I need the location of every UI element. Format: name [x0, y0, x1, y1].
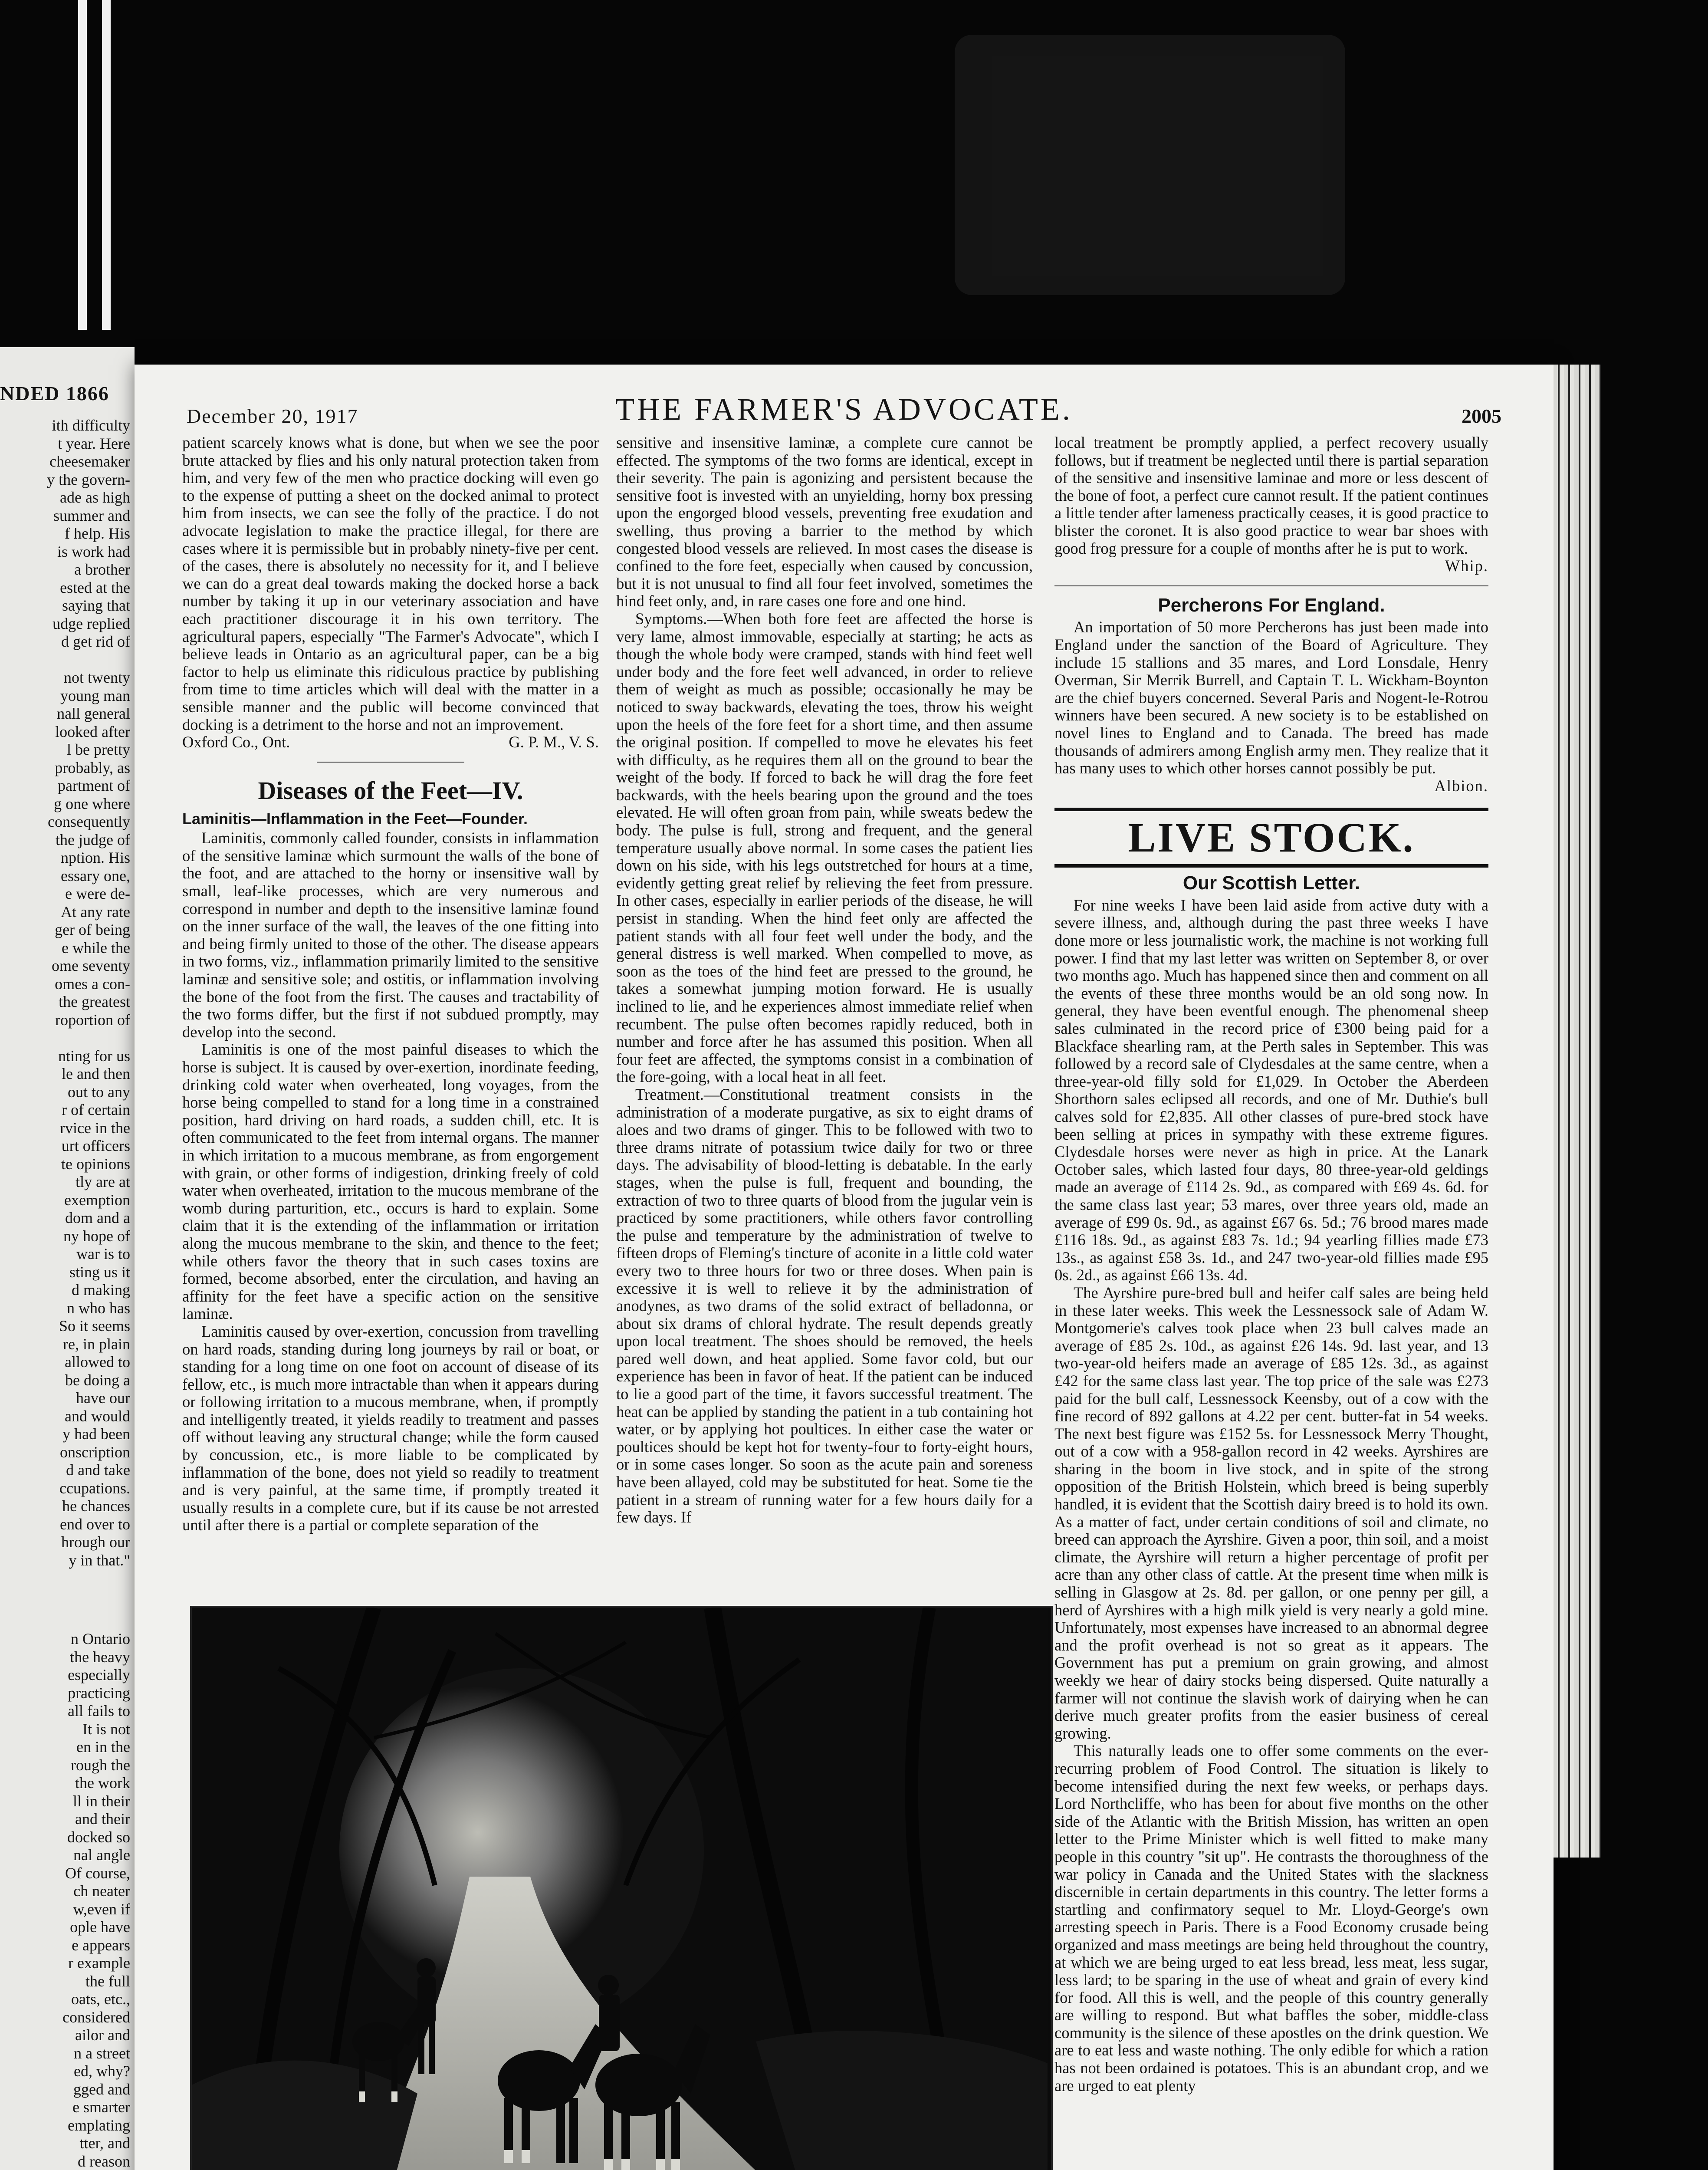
column-1 — [182, 434, 599, 1534]
facing-page-line: cheesemaker — [49, 453, 130, 470]
feet-treatment-paragraph: Treatment.—Constitutional treatment consists in the administration of a moderate purgative, as six to eight drams of aloes and two drams of ginger. This to be followed with two to three drams nitrate of potassium twice daily for two or three days. The advisability of blood-letting is debatable. In the early stages, when the pulse is full, frequent and bounding, the extraction of two to three quarts of blood from the jugular vein is practiced by some practitioners, while others favor controlling the pulse and temperature by the administration of twelve to fifteen drops of Fleming's tincture of aconite in a little cold water every two to three hours for two or three doses. When pain is excessive it is well to relieve it by the administration of anodynes, as two drams of the solid extract of belladonna, or about six drams of chloral hydrate. The result depends greatly upon local treatment. The shoes should be removed, the heels pared well down, and heat applied. Some favor cold, but our experience has been in favor of heat. If the patient can be induced to lie a good part of the time, it favors successful treatment. The heat can be applied by standing the patient in a tub containing hot water, or by applying hot poultices. In either case the water or poultices should be kept hot for twenty-four to forty-eight hours, or in some cases longer. So soon as the acute pain and soreness have been allayed, cold may be substituted for heat. Some tie the patient in a stream of running water for a few hours daily for a few days. If — [616, 1085, 1033, 1526]
worker-center — [598, 1975, 620, 2051]
facing-page-line: e appears — [72, 1936, 130, 1954]
facing-page-line: nal angle — [73, 1846, 130, 1864]
facing-page-line: probably, as — [55, 759, 130, 776]
facing-page-line: roportion of — [55, 1011, 130, 1029]
facing-page-line: is work had — [57, 542, 130, 560]
facing-page-line: d get rid of — [61, 633, 130, 650]
facing-page-line: the greatest — [59, 993, 130, 1010]
facing-page-line: exemption — [64, 1191, 130, 1209]
facing-page-line: nption. His — [60, 849, 130, 866]
facing-page-text — [0, 417, 130, 2170]
feet-article-title: Diseases of the Feet—IV. — [258, 776, 523, 805]
facing-page-line: ome seventy — [52, 957, 130, 974]
facing-page-line: ade as high — [60, 489, 130, 506]
facing-page-line: the full — [85, 1972, 130, 1990]
clydesdales-photo — [190, 1606, 1053, 2170]
running-head — [135, 386, 1554, 427]
facing-page-line: ch neater — [73, 1882, 130, 1900]
facing-page-line: dom and a — [65, 1209, 130, 1226]
feet-paragraph: sensitive and insensitive laminæ, a complete cure cannot be effected. The symptoms of the two forms are identical, except in their severity. The pain is agonizing and persistent because the sensitive foot is invested with an unyielding, horny box pressing upon the engorged blood vessels, preventing free exudation and swelling, thus proving a barrier to the method by which congested blood vessels are relieved. In most cases the disease is confined to the fore feet, especially when caused by concussion, but it is not unusual to find all four feet involved, sometimes the hind feet only, and, in rare cases one fore and one hind. — [616, 434, 1033, 610]
facing-page-line: le and then — [62, 1065, 130, 1082]
facing-page-line: l be pretty — [67, 741, 130, 758]
scottish-letter-title: Our Scottish Letter. — [1182, 872, 1360, 894]
facing-page-line: udge replied — [53, 615, 130, 632]
facing-page-line: ed, why? — [74, 2062, 130, 2080]
facing-page-line: war is to — [76, 1245, 130, 1263]
facing-page-line: r of certain — [62, 1101, 130, 1118]
facing-page-line: re, in plain — [63, 1335, 130, 1353]
facing-page-line: n who has — [67, 1299, 130, 1317]
facing-page-line: e smarter — [72, 2098, 130, 2116]
facing-page-line: w,even if — [73, 1900, 130, 1918]
percherons-signature: Albion. — [1434, 776, 1488, 795]
facing-page-line: d making — [72, 1281, 130, 1299]
section-banner: LIVE STOCK. — [1054, 808, 1488, 868]
publication-title: THE FARMER'S ADVOCATE. — [615, 392, 1073, 427]
facing-page-line: the heavy — [70, 1648, 130, 1666]
facing-page-line: especially — [68, 1666, 130, 1683]
facing-page-line: not twenty — [64, 669, 130, 686]
facing-page-block-2 — [0, 1630, 130, 2170]
issue-date: December 20, 1917 — [187, 405, 358, 427]
page-number: 2005 — [1462, 405, 1501, 427]
feet-paragraph: Laminitis is one of the most painful diseases to which the horse is subject. It is caused by over-exertion, inordinate feeding, drinking cold water when overheated, long voyages, from the horse being compelled to stand for a long time in a constrained position, hard driving on hard roads, a sudden chill, etc. It is often communicated to the feet from internal organs. The manner in which irritation to a mucous membrane, as from engorgement with grain, or other forms of indigestion, drinking freely of cold water when overheated, irritation to the mucous membrane of the womb during parturition, etc., occurs is hard to explain. Some claim that it is the extending of the inflammation or irritation along the mucous membrane to the skin, and thence to the feet; while others favor the theory that in such cases toxins are formed, become absorbed, enter the circulation, and having an affinity for the feet have a specific action on the sensitive laminæ. — [182, 1040, 599, 1323]
facing-page-line: e were de- — [65, 885, 130, 902]
facing-page-line: g one where — [54, 795, 130, 812]
feet-paragraph: Laminitis, commonly called founder, consists in inflammation of the sensitive laminæ which surmount the walls of the bone of the foot, and are attached to the horny or insensitive wall by small, leaf-like processes, which are very numerous and correspond in number and depth to the insensitive laminæ found on the inner surface of the wall, the leaves of the one fitting into and being firmly united to those of the other. The disease appears in two forms, viz., inflammation primarily limited to the sensitive laminæ and sensitive sole; and ostitis, or inflammation involving the bone of the foot from the first. The causes and tractability of the two forms differ, but the first if not subdued promptly, may develop into the second. — [182, 829, 599, 1041]
facing-page-line: have our — [76, 1389, 130, 1407]
feet-symptoms-paragraph: Symptoms.—When both fore feet are affected the horse is very lame, almost immovable, especially at starting; he acts as though the whole body were cramped, stands with hind feet well under body and the fore feet well advanced, in order to relieve them of weight as much as possible; occasionally he may be noticed to sway backwards, elevating the toes, throw his weight upon the heels of the fore feet for a short time, and then assume the original position. If compelled to move he elevates his feet with difficulty, as he requires them all on the ground to bear the weight of the body. If forced to back he will drag the fore feet backwards, with the heels bearing upon the ground and the toes elevated. He will often groan from pain, while sweats bedew the body. The pulse is full, strong and frequent, and the general temperature usually above normal. In some cases the patient lies down on his side, with his legs outstretched for hours at a time, evidently getting great relief by relieving the feet from pressure. In other cases, especially in earlier periods of the disease, he will persist in standing. When the hind feet only are affected the patient stands with all four feet well under the body, and the general distress is well marked. When compelled to move, as soon as the toes of the hind feet are pressed to the ground, he takes a somewhat jumping motion forward. He is usually inclined to lie, and he experiences almost immediate relief when recumbent. The pulse often becomes rapidly reduced, both in number and force after he has assumed this position. When all four feet are affected, the symptoms consist in a combination of the fore-going, with a local heat in all feet. — [616, 609, 1033, 1086]
facing-page-line: ople have — [70, 1918, 130, 1936]
facing-page-line: out to any — [68, 1083, 130, 1101]
facing-page-line: emplating — [68, 2116, 130, 2134]
facing-page-line: nting for us — [58, 1047, 130, 1065]
facing-page-line: young man — [60, 687, 130, 704]
facing-page-line: urt officers — [61, 1137, 130, 1154]
facing-page-line: nall general — [57, 705, 130, 722]
facing-page-line: So it seems — [59, 1317, 130, 1335]
facing-page-line: and their — [75, 1810, 130, 1828]
feet-paragraph: Laminitis caused by over-exertion, concussion from travelling on hard roads, standing during long journeys by rail or boat, or standing for a long time on one foot on account of disease of its fellow, etc., is much more intractable than when it appears during or following irritation to a mucous membrane, when, if promptly and intelligently treated, it yields readily to treatment and passes off without leaving any structural change; while the form caused by concussion, etc., is more liable to be complicated by inflammation of the bone, does not yield so readily to treatment and is very painful, at the same time, if promptly treated it usually results in a complete cure, but if its cause be not arrested until after there is a partial or complete separation of the — [182, 1322, 599, 1534]
docking-article-text: patient scarcely knows what is done, but when we see the poor brute attacked by flies and his only natural protection taken from him, and very few of the men who practice docking will even go to the expense of putting a sheet on the docked animal to protect him from insects, we can see the folly of the practice. I do not advocate legislation to make the practice illegal, for there are cases where it is permissible but in probably ninety-five per cent. of the cases, there is absolutely no necessity for it, and I believe we can do a great deal towards making the docked horse a back number by taking it up in our veterinary association and have each practitioner discourage it in his own territory. The agricultural papers, especially "The Farmer's Advocate", which I believe leads in Ontario as an agricultural paper, can be a big factor to help us eliminate this ridiculous practice by publishing from time to time articles which will deal with the matter in a sensible manner and the public will become convinced that docking is a detriment to the horse and not an improvement. — [182, 434, 599, 733]
facing-page-line: y the govern- — [47, 470, 130, 488]
facing-page-line: considered — [62, 2008, 130, 2026]
scanner-film-edge — [78, 0, 87, 330]
facing-page-line: r example — [68, 1954, 130, 1972]
photo-illustration — [192, 1608, 1048, 2170]
facing-page-block-1 — [0, 417, 130, 1569]
facing-page-line: ccupations. — [59, 1479, 130, 1497]
facing-page-line: docked so — [67, 1828, 130, 1846]
facing-page-line: saying that — [62, 597, 130, 614]
facing-page-line: en in the — [76, 1738, 130, 1756]
facing-page-line: n a street — [74, 2044, 130, 2062]
facing-page-line: looked after — [55, 723, 130, 740]
facing-page-line: the work — [75, 1774, 130, 1792]
facing-page-line: n Ontario — [71, 1630, 130, 1647]
facing-page-line: all fails to — [68, 1702, 130, 1720]
facing-page-line: ger of being — [55, 921, 130, 938]
facing-page-line: e while the — [62, 939, 130, 957]
facing-page-fragment — [0, 347, 135, 2170]
facing-page-line: ny hope of — [63, 1227, 130, 1245]
facing-page-line: allowed to — [65, 1353, 130, 1371]
signature-name: G. P. M., V. S. — [509, 733, 599, 751]
facing-page-line: essary one, — [61, 867, 130, 884]
percherons-title: Percherons For England. — [1158, 594, 1385, 616]
facing-page-line: onscription — [60, 1443, 130, 1461]
article-divider — [1054, 585, 1488, 586]
facing-page-line: gged and — [73, 2080, 130, 2098]
facing-page-line: omes a con- — [55, 975, 130, 993]
facing-page-line: consequently — [48, 813, 130, 830]
scanner-film-edge — [102, 0, 111, 330]
facing-page-line: summer and — [53, 506, 130, 524]
facing-page-line: d reason — [78, 2152, 130, 2170]
facing-page-line: tly are at — [76, 1173, 130, 1190]
facing-page-line: It is not — [82, 1720, 130, 1738]
feet-article-subtitle: Laminitis—Inflammation in the Feet—Founder. — [182, 809, 528, 828]
facing-page-header: NDED 1866 — [0, 382, 109, 404]
facing-page-line: t year. Here — [58, 434, 130, 452]
percherons-paragraph: An importation of 50 more Percherons has just been made into England under the sanction of the Board of Agriculture. They include 15 stallions and 35 mares, and Lord Lonsdale, Henry Overman, Sir Merrik Burrell, and Captain T. L. Wickham-Boynton are the chief buyers concerned. Several Paris and Nogent-le-Rotrou winners have been secured. A new society is to be established on novel lines to England and to Canada. The breed has made thousands of admirers among English army men. They realize that it has many uses to which other horses cannot possibly be put. — [1054, 618, 1488, 777]
facing-page-line: y in that." — [69, 1551, 130, 1569]
facing-page-line: he chances — [62, 1497, 130, 1515]
facing-page-line: practicing — [68, 1684, 130, 1702]
facing-page-line: rvice in the — [60, 1119, 130, 1137]
book-page-edges — [1554, 365, 1601, 1858]
facing-page-line: te opinions — [61, 1155, 130, 1173]
facing-page-line: hrough our — [61, 1533, 130, 1551]
facing-page-line: be doing a — [65, 1371, 130, 1389]
facing-page-line: Of course, — [65, 1864, 130, 1882]
facing-page-line: oats, etc., — [71, 1990, 130, 2008]
facing-page-line: ested at the — [60, 579, 130, 596]
facing-page-line: rough the — [71, 1756, 130, 1774]
facing-page-line: At any rate — [61, 903, 130, 921]
column-3 — [1054, 434, 1488, 2094]
scottish-paragraph: The Ayrshire pure-bred bull and heifer calf sales are being held in these later weeks. This week the Lessnessock sale of Adam W. Montgomerie's calves took place when 23 bull calves made an average of £85 2s. 10d., as against £26 14s. 9d. last year, and 13 two-year-old heifers made an average of £85 12s. 3d., as against £42 for the same class last year. The top price of the sale was £273 paid for the bull calf, Lessnessock Keensby, out of a cow with the fine record of 892 gallons at 4.22 per cent. butter-fat in 54 weeks. The next best figure was £152 5s. for Lessnessock Merry Thought, out of a cow with a 958-gallon record in 42 weeks. Ayrshires are sharing in the boom in live stock, and in spite of the strong opposition of the British Holstein, which breed is being superbly handled, it is evident that the Scottish dairy breed is to hold its own. As a matter of fact, under certain conditions of soil and climate, no breed can approach the Ayrshire. Given a poor, thin soil, and a moist climate, the Ayrshire will return a higher percentage of profit per acre than any other class of cattle. At the present time when milk is selling in Glasgow at 2s. 8d. per gallon, or one penny per gill, a herd of Ayrshires with a high milk yield is very nearly a gold mine. Unfortunately, most expenses have increased to an abnormal degree and the profit overhead is not so great as it appears. The Government has put a premium on grain growing, and almost weekly we hear of dairy stocks being dispersed. Quite naturally a farmer will not continue the slavish work of dairying when he can derive much greater profits from the easier business of cereal growing. — [1054, 1283, 1488, 1742]
scottish-paragraph: For nine weeks I have been laid aside from active duty with a severe illness, and, although during the past three weeks I have done more or less journalistic work, the machine is not working full power. I find that my last letter was written on September 8, or over two months ago. Much has happened since then and comment on all the events of these three months would be an old song now. In general, they have been eventful enough. The phenomenal sheep sales culminated in the record price of £300 being paid for a Blackface shearling ram, at the Perth sales in September. This was followed by a record sale of Clydesdales at the same centre, when a three-year-old filly sold for £1,029. In October the Aberdeen Shorthorn sales eclipsed all records, and one of Mr. Duthie's bull calves sold for £2,835. All other classes of pure-bred stock have been selling at prices in sympathy with these extreme figures. Clydesdale horses were never as high in price. At the Lanark October sales, which lasted four days, 80 three-year-old geldings made an average of £114 2s. 9d., as compared with £69 4s. 6d. for the same class last year; 53 mares, over three years old, made an average of £99 0s. 9d., as against £67 6s. 5d.; 76 brood mares made £116 18s. 9d., as against £83 7s. 1d.; 94 yearling fillies made £73 13s., as against £58 3s. 1d., and 247 two-year-old fillies made £95 0s. 2d., as against £66 13s. 4d. — [1054, 896, 1488, 1284]
facing-page-line: ll in their — [73, 1792, 130, 1810]
facing-page-line: end over to — [60, 1515, 130, 1533]
facing-page-line: a brother — [74, 561, 130, 578]
docking-article-signature — [182, 733, 599, 751]
facing-page-line: d and take — [66, 1461, 130, 1479]
feet-article-signature: Whip. — [1445, 557, 1488, 575]
facing-page-line: sting us it — [69, 1263, 130, 1281]
feet-paragraph: local treatment be promptly applied, a perfect recovery usually follows, but if treatment be neglected until there is partial separation of the sensitive and insensitive laminae and more or less descent of the bone of foot, a perfect cure cannot result. If the patient continues a little tender after lameness practically ceases, it is good practice to blister the coronet. It is also good practice to wear bar shoes with good frog pressure for a couple of months after he is put to work. — [1054, 434, 1488, 557]
article-divider — [317, 762, 464, 763]
facing-page-line: partment of — [58, 777, 130, 794]
right-hedge — [756, 2031, 1048, 2170]
facing-page-line: ith difficulty — [52, 417, 130, 434]
facing-page-line: y had been — [62, 1425, 130, 1443]
facing-page-line — [0, 651, 130, 669]
scanner-glare — [955, 35, 1345, 295]
facing-page-line: and would — [65, 1407, 130, 1425]
scottish-paragraph: This naturally leads one to offer some comments on the ever-recurring problem of Food Control. The situation is likely to become intensified during the next few weeks, or perhaps days. Lord Northcliffe, who has been for about five months on the other side of the Atlantic with the British Mission, has written an open letter to the Prime Minister which is well fitted to make many people in this country "sit up". He contrasts the thoroughness of the war policy in Canada and the United States with the slackness discernible in certain departments in this country. The letter forms a startling and confirmatory sequel to Mr. Lloyd-George's own arresting speech in Paris. There is a Food Economy crusade being organized and mass meetings are being held throughout the country, at which we are being urged to eat less bread, less meat, less sugar, less lard; to be sparing in the use of wheat and grain of every kind for food. All this is well, and the people of this country generally are willing to respond. But what baffles the sober, middle-class community is the silence of these apostles on the drink question. We are to eat less and waste nothing. The only edible for which a ration has not been ordained is potatoes. This is an abundant crop, and we are urged to eat plenty — [1054, 1742, 1488, 2094]
facing-page-line: f help. His — [65, 525, 130, 542]
facing-page-line: ailor and — [75, 2026, 130, 2044]
signature-place: Oxford Co., Ont. — [182, 733, 290, 751]
facing-page-line: the judge of — [56, 831, 130, 848]
facing-page-line: tter, and — [79, 2134, 130, 2152]
column-2 — [616, 434, 1033, 1526]
facing-page-line — [0, 1029, 130, 1047]
newspaper-page — [135, 365, 1554, 2170]
